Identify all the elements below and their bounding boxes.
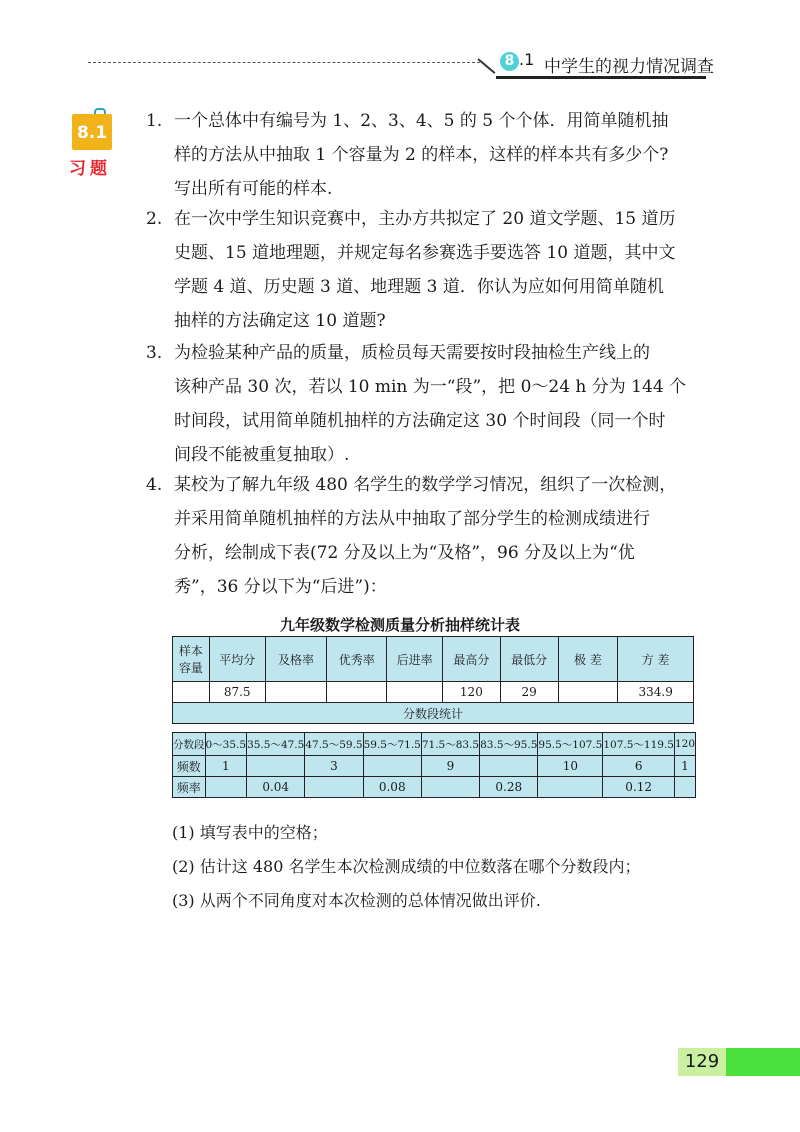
table-cell — [173, 682, 210, 703]
table-group-row — [173, 703, 694, 724]
freq-cell: 3 — [305, 756, 363, 777]
table-header-cell: 优秀率 — [327, 637, 387, 682]
problem-number: 2. — [146, 209, 163, 229]
problem-line: 样的方法从中抽取 1 个容量为 2 的样本，这样的样本共有多少个? — [174, 145, 669, 165]
section-title: 中学生的视力情况调查 — [544, 57, 714, 77]
table-values-row — [173, 682, 694, 703]
table-cell — [387, 682, 443, 703]
problem-line: 秀”，36 分以下为“后进”)： — [174, 577, 387, 597]
table-cell — [265, 682, 327, 703]
group-title: 分数段统计 — [173, 703, 694, 724]
table-header-cell: 最高分 — [442, 637, 500, 682]
segment-cell: 35.5～47.5 — [247, 733, 305, 756]
frequency-row — [173, 756, 696, 777]
page-number: 129 — [678, 1048, 726, 1076]
problem-4 — [146, 468, 706, 604]
rate-cell — [538, 777, 603, 798]
table-title: 九年级数学检测质量分析抽样统计表 — [279, 616, 520, 634]
problem-line: 史题、15 道地理题，并规定每名参赛选手要选答 10 道题，其中文 — [174, 243, 676, 263]
table-cell — [327, 682, 387, 703]
rate-cell: 0.08 — [363, 777, 421, 798]
segment-cell: 120 — [674, 733, 695, 756]
table-cell: 120 — [442, 682, 500, 703]
freq-cell — [247, 756, 305, 777]
freq-cell: 1 — [205, 756, 247, 777]
table-header-row — [173, 637, 694, 682]
segment-cell: 107.5～119.5 — [603, 733, 675, 756]
rate-cell: 0.04 — [247, 777, 305, 798]
badge-label: 习题 — [69, 159, 111, 179]
problem-line: 为检验某种产品的质量，质检员每天需要按时段抽检生产线上的 — [174, 343, 650, 363]
section-sub-number: .1 — [519, 50, 535, 69]
table-header-cell: 后进率 — [387, 637, 443, 682]
statistics-table — [172, 636, 694, 724]
freq-cell: 9 — [421, 756, 479, 777]
table-cell: 87.5 — [209, 682, 265, 703]
badge-number: 8.1 — [72, 114, 112, 150]
problem-3 — [146, 336, 706, 472]
freq-cell — [480, 756, 538, 777]
freq-cell — [363, 756, 421, 777]
problem-1 — [146, 104, 706, 206]
sub-question-3: (3) 从两个不同角度对本次检测的总体情况做出评价. — [172, 891, 541, 910]
table-header-cell: 最低分 — [500, 637, 558, 682]
rate-row — [173, 777, 696, 798]
table-header-cell: 方 差 — [618, 637, 694, 682]
problem-line: 时间段，试用简单随机抽样的方法确定这 30 个时间段（同一个时 — [174, 411, 666, 431]
table-cell: 29 — [500, 682, 558, 703]
segment-cell: 95.5～107.5 — [538, 733, 603, 756]
problem-line: 抽样的方法确定这 10 道题? — [174, 311, 386, 331]
segment-table — [172, 732, 696, 798]
problem-line: 写出所有可能的样本. — [174, 179, 333, 199]
freq-cell: 6 — [603, 756, 675, 777]
header-dashed-rule — [88, 62, 480, 63]
segment-row — [173, 733, 696, 756]
problem-line: 在一次中学生知识竞赛中，主办方共拟定了 20 道文学题、15 道历 — [174, 209, 676, 229]
row-label: 频率 — [173, 777, 206, 798]
rate-cell — [421, 777, 479, 798]
table-header-cell: 样本容量 — [173, 637, 210, 682]
problem-2 — [146, 202, 706, 338]
section-number — [500, 50, 534, 71]
row-label: 分数段 — [173, 733, 206, 756]
problem-line: 学题 4 道、历史题 3 道、地理题 3 道．你认为应如何用简单随机 — [174, 277, 664, 297]
problem-line: 间段不能被重复抽取）. — [174, 445, 350, 465]
problem-number: 1. — [146, 111, 163, 131]
exercise-badge — [62, 108, 118, 180]
segment-cell: 0～35.5 — [205, 733, 247, 756]
sub-question-2: (2) 估计这 480 名学生本次检测成绩的中位数落在哪个分数段内； — [172, 857, 641, 876]
problem-number: 3. — [146, 343, 163, 363]
table-header-cell: 极 差 — [558, 637, 618, 682]
table-header-cell: 平均分 — [209, 637, 265, 682]
table-header-cell: 及格率 — [265, 637, 327, 682]
problem-line: 分析，绘制成下表(72 分及以上为“及格”，96 分及以上为“优 — [174, 543, 635, 563]
freq-cell: 10 — [538, 756, 603, 777]
rate-cell: 0.12 — [603, 777, 675, 798]
segment-cell: 71.5～83.5 — [421, 733, 479, 756]
problem-line: 并采用简单随机抽样的方法从中抽取了部分学生的检测成绩进行 — [174, 509, 650, 529]
problem-line: 某校为了解九年级 480 名学生的数学学习情况，组织了一次检测， — [174, 475, 677, 495]
rate-cell — [205, 777, 247, 798]
segment-cell: 59.5～71.5 — [363, 733, 421, 756]
table-cell: 334.9 — [618, 682, 694, 703]
segment-cell: 47.5～59.5 — [305, 733, 363, 756]
row-label: 频数 — [173, 756, 206, 777]
freq-cell: 1 — [674, 756, 695, 777]
problem-line: 一个总体中有编号为 1、2、3、4、5 的 5 个个体．用简单随机抽 — [174, 111, 669, 131]
segment-cell: 83.5～95.5 — [480, 733, 538, 756]
sub-question-1: (1) 填写表中的空格； — [172, 823, 328, 842]
page-number-bar — [726, 1048, 800, 1076]
section-number-circle: 8 — [500, 52, 519, 71]
problem-line: 该种产品 30 次，若以 10 min 为一“段”，把 0～24 h 分为 144 个 — [174, 377, 687, 397]
rate-cell — [674, 777, 695, 798]
rate-cell: 0.28 — [480, 777, 538, 798]
rate-cell — [305, 777, 363, 798]
problem-number: 4. — [146, 475, 163, 495]
header-slash-rule — [477, 58, 495, 74]
table-cell — [558, 682, 618, 703]
